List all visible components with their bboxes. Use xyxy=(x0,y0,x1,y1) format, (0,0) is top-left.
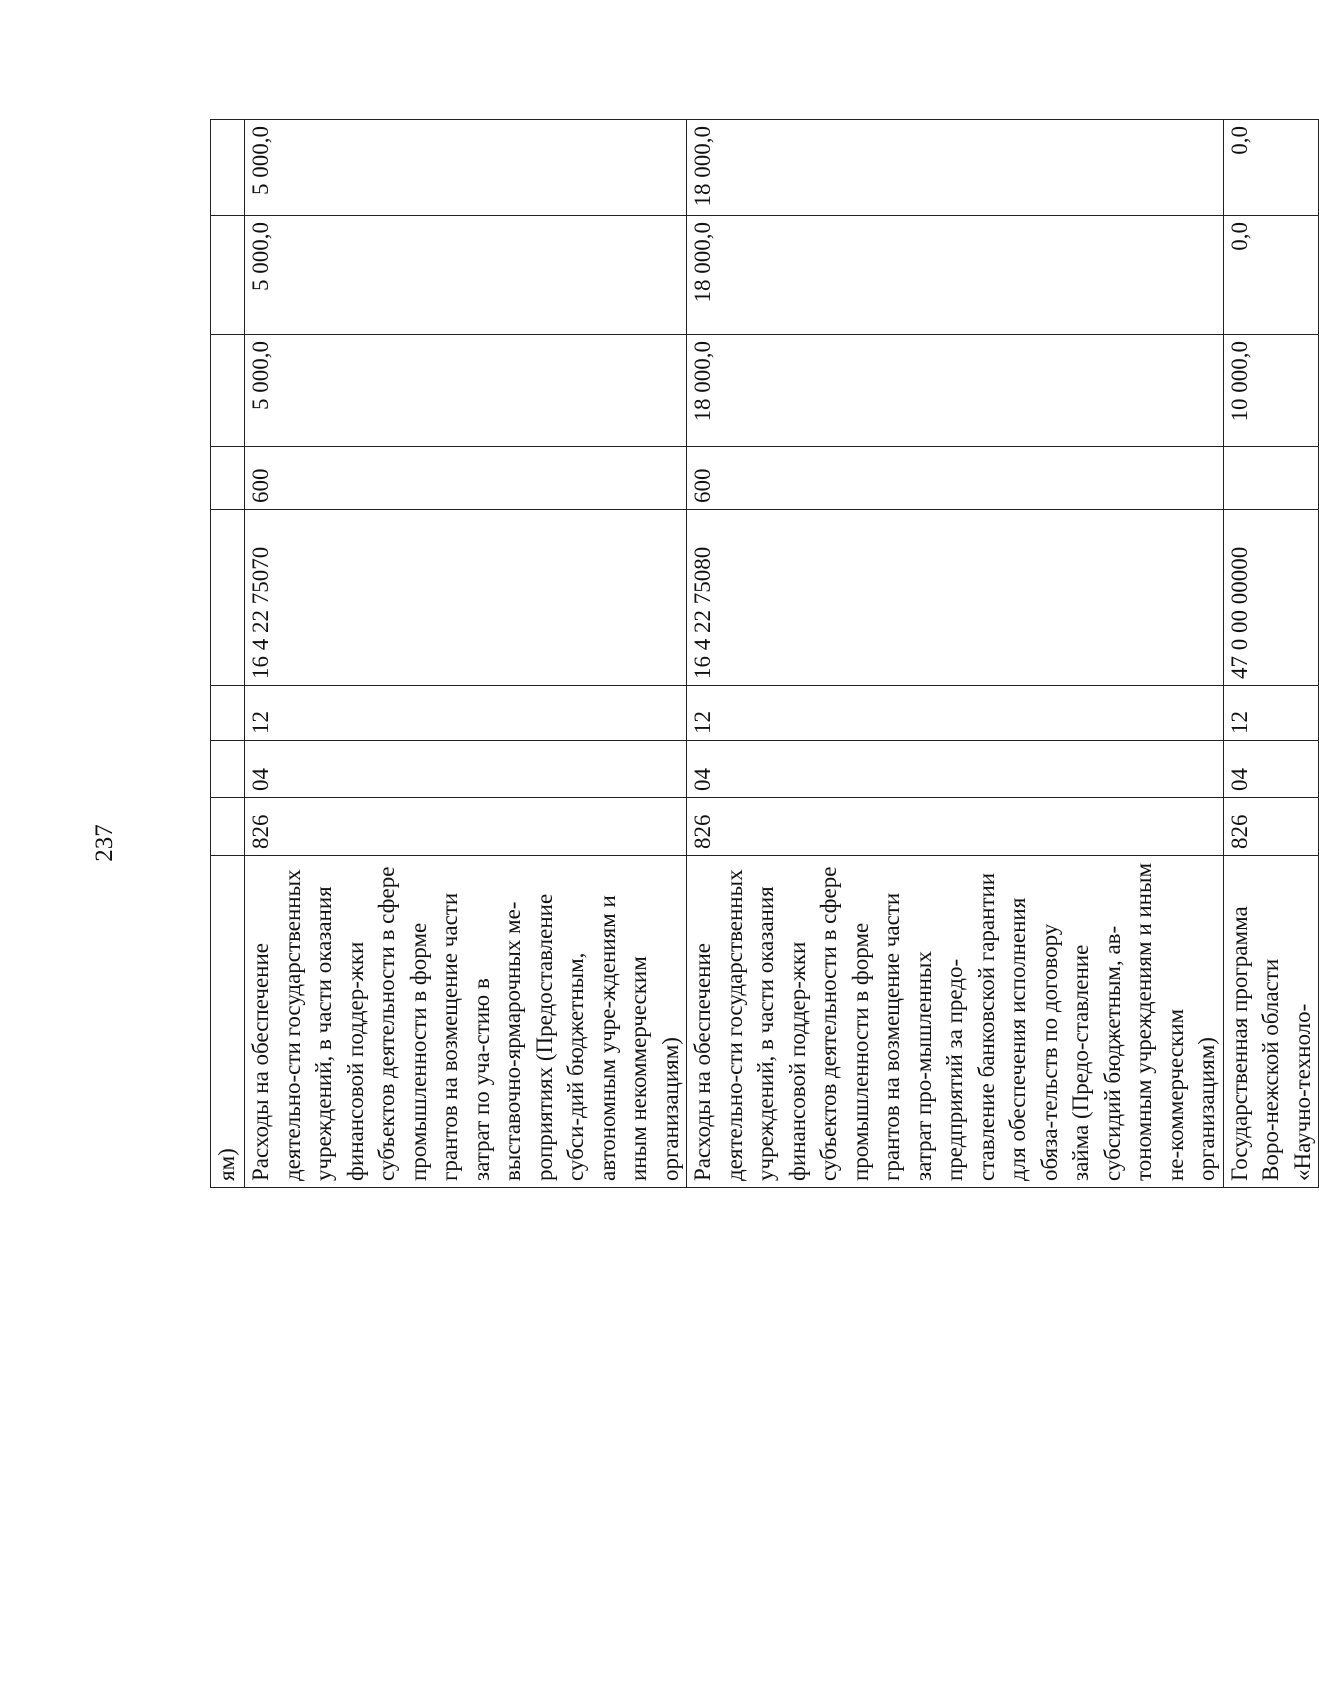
sum-1-cell: 18 000,0 xyxy=(687,335,1224,447)
sum-2-cell: 0,0 xyxy=(1223,216,1319,335)
sum-1-cell xyxy=(211,335,245,447)
vr-cell xyxy=(211,447,245,510)
name-cell: Расходы на обеспечение деятельно-сти государственных учреждений, в части оказания финансовой поддер-жки субъектов деятельности в сфере промышленности в форме грантов на возмещение части затрат про-мышленных предприятий за предо-ставление банковской гарантии для обеспечения исполнения обяза-тельств по договору займа (Предо-ставление субсидий бюджетным, ав-тономным учреждениям и иным не-коммерческим организациям) xyxy=(687,856,1224,1188)
csr-cell: 16 4 22 75080 xyxy=(687,510,1224,686)
name-cell: Расходы на обеспечение деятельно-сти государственных учреждений, в части оказания финансовой поддер-жки субъектов деятельности в сфере промышленности в форме грантов на возмещение части затрат по уча-стию в выставочно-ярмарочных ме-роприятиях (Предоставление субси-дий бюджетным, автономным учре-ждениям и иным некоммерческим организациям) xyxy=(245,856,687,1188)
vr-cell xyxy=(1223,447,1319,510)
rz-cell: 04 xyxy=(687,741,1224,798)
pr-cell xyxy=(211,686,245,741)
grbs-cell: 826 xyxy=(245,798,687,856)
rz-cell: 04 xyxy=(245,741,687,798)
grbs-cell: 826 xyxy=(1223,798,1319,856)
sum-3-cell xyxy=(211,120,245,216)
budget-table xyxy=(210,119,1319,1188)
csr-cell xyxy=(211,510,245,686)
pr-cell: 12 xyxy=(245,686,687,741)
rz-cell xyxy=(211,741,245,798)
vr-cell: 600 xyxy=(687,447,1224,510)
sum-1-cell: 10 000,0 xyxy=(1223,335,1319,447)
sum-2-cell: 18 000,0 xyxy=(687,216,1224,335)
sum-3-cell: 0,0 xyxy=(1223,120,1319,216)
pr-cell: 12 xyxy=(687,686,1224,741)
name-cell: Государственная программа Воро-нежской области «Научно-техноло- xyxy=(1223,856,1319,1188)
table-row xyxy=(687,120,1224,1188)
sum-1-cell: 5 000,0 xyxy=(245,335,687,447)
sum-3-cell: 18 000,0 xyxy=(687,120,1224,216)
rz-cell: 04 xyxy=(1223,741,1319,798)
page-number: 237 xyxy=(91,824,118,862)
grbs-cell: 826 xyxy=(687,798,1224,856)
csr-cell: 16 4 22 75070 xyxy=(245,510,687,686)
table-row xyxy=(211,120,245,1188)
sum-3-cell: 5 000,0 xyxy=(245,120,687,216)
csr-cell: 47 0 00 00000 xyxy=(1223,510,1319,686)
sum-2-cell: 5 000,0 xyxy=(245,216,687,335)
table-row xyxy=(245,120,687,1188)
name-cell: ям) xyxy=(211,856,245,1188)
grbs-cell xyxy=(211,798,245,856)
table-row xyxy=(1223,120,1319,1188)
pr-cell: 12 xyxy=(1223,686,1319,741)
vr-cell: 600 xyxy=(245,447,687,510)
rotated-table-container xyxy=(210,120,1315,1188)
sum-2-cell xyxy=(211,216,245,335)
